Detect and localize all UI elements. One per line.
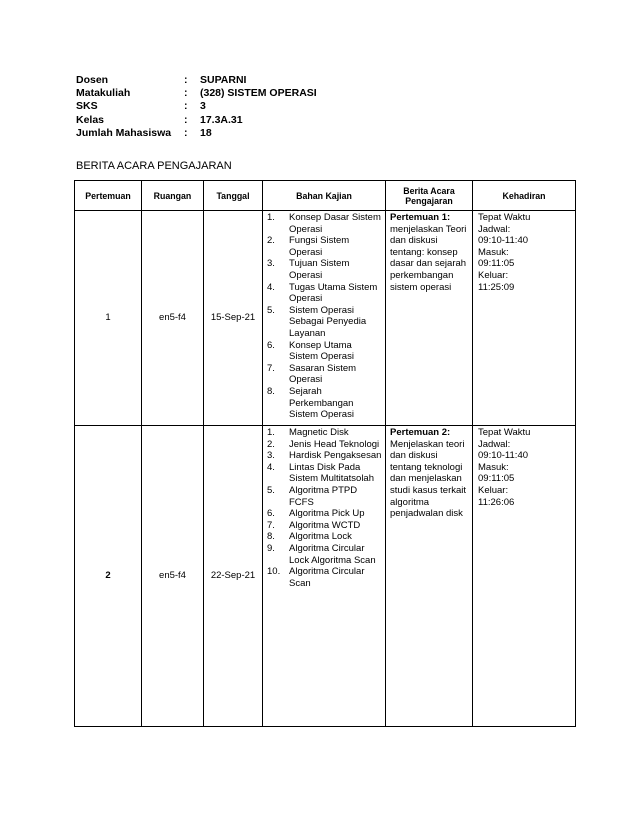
- berita-body: Menjelaskan teori dan diskusi tentang teknologi dan menjelaskan studi kasus terkait algoritma penjadwalan disk: [390, 438, 467, 520]
- item-text: Algoritma Pick Up: [289, 508, 365, 520]
- info-row-dosen: [76, 74, 317, 87]
- list-item: [263, 520, 385, 532]
- header-pertemuan: Pertemuan: [75, 181, 142, 211]
- item-number: 1.: [267, 212, 275, 223]
- info-value: SUPARNI: [200, 74, 247, 86]
- info-colon: :: [184, 126, 188, 139]
- cell-tanggal: 15-Sep-21: [204, 211, 263, 426]
- list-item: [263, 485, 385, 508]
- item-number: 7.: [267, 362, 275, 374]
- list-item: [263, 450, 385, 462]
- berita-body: menjelaskan Teori dan diskusi tentang: konsep dasar dan sejarah perkembangan sistem operasi: [390, 223, 467, 293]
- info-label: Kelas: [76, 113, 105, 126]
- kehadiran-text: [473, 426, 575, 508]
- list-item: [263, 212, 385, 235]
- item-number: 6.: [267, 339, 275, 351]
- info-row-sks: [76, 100, 317, 113]
- kehadiran-line: 09:10-11:40: [478, 235, 529, 247]
- item-text: Algoritma Circular Scan: [289, 566, 365, 589]
- item-number: 5.: [267, 304, 275, 316]
- list-item: [263, 531, 385, 543]
- header-kehadiran: Kehadiran: [473, 181, 576, 211]
- list-item: [263, 439, 385, 451]
- item-number: 8.: [267, 531, 275, 543]
- header-berita-acara: Berita Acara Pengajaran: [386, 181, 473, 211]
- item-number: 5.: [267, 484, 275, 496]
- table-row: [75, 426, 576, 727]
- item-number: 2.: [267, 235, 275, 247]
- cell-tanggal: 22-Sep-21: [204, 426, 263, 727]
- kehadiran-status: Tepat Waktu: [478, 212, 531, 223]
- kehadiran-line: Keluar:: [478, 269, 509, 281]
- berita-heading: Pertemuan 2:: [390, 427, 451, 438]
- list-item: [263, 566, 385, 589]
- berita-text: [386, 426, 472, 520]
- item-number: 1.: [267, 427, 275, 438]
- topic-list: [263, 212, 385, 421]
- kehadiran-line: Masuk:: [478, 246, 509, 258]
- item-text: Algoritma Circular Lock Algoritma Scan: [289, 542, 376, 566]
- item-number: 6.: [267, 508, 275, 520]
- item-number: 4.: [267, 461, 275, 473]
- item-text: Magnetic Disk: [289, 427, 349, 438]
- info-colon: :: [184, 74, 188, 86]
- kehadiran-line: 09:11:05: [478, 473, 515, 485]
- table-row: [75, 211, 576, 426]
- info-value: 3: [200, 100, 206, 113]
- item-number: 7.: [267, 519, 275, 531]
- list-item: [263, 462, 385, 485]
- item-text: Lintas Disk Pada Sistem Multitatsolah: [289, 461, 375, 485]
- info-value: 18: [200, 126, 212, 139]
- item-number: 4.: [267, 281, 275, 293]
- info-colon: :: [184, 87, 188, 100]
- cell-bahan-kajian: [263, 426, 386, 727]
- item-text: Sistem Operasi Sebagai Penyedia Layanan: [289, 304, 367, 339]
- item-text: Algoritma PTPD FCFS: [289, 484, 358, 508]
- item-number: 2.: [267, 438, 275, 450]
- header-ruangan: Ruangan: [142, 181, 204, 211]
- kehadiran-line: Keluar:: [478, 484, 509, 496]
- list-item: [263, 427, 385, 439]
- list-item: [263, 235, 385, 258]
- info-value: 17.3A.31: [200, 113, 243, 126]
- kehadiran-line: 09:11:05: [478, 258, 515, 270]
- item-text: Konsep Dasar Sistem Operasi: [289, 212, 381, 235]
- info-colon: :: [184, 100, 188, 113]
- item-text: Algoritma WCTD: [289, 519, 361, 531]
- cell-kehadiran: [473, 426, 576, 727]
- cell-kehadiran: [473, 211, 576, 426]
- info-label: Matakuliah: [76, 87, 131, 100]
- list-item: [263, 258, 385, 281]
- list-item: [263, 282, 385, 305]
- info-label: SKS: [76, 100, 98, 113]
- list-item: [263, 363, 385, 386]
- kehadiran-line: 11:25:09: [478, 281, 515, 293]
- cell-ruangan: en5-f4: [142, 211, 204, 426]
- cell-pertemuan: 2: [75, 426, 142, 727]
- cell-bahan-kajian: [263, 211, 386, 426]
- kehadiran-line: 11:26:06: [478, 496, 515, 508]
- kehadiran-status: Tepat Waktu: [478, 427, 531, 438]
- item-text: Sejarah Perkembangan Sistem Operasi: [289, 385, 354, 421]
- info-row-kelas: [76, 114, 317, 127]
- kehadiran-line: Masuk:: [478, 461, 509, 473]
- info-row-matakuliah: [76, 87, 317, 100]
- item-text: Jenis Head Teknologi: [289, 438, 380, 450]
- item-number: 9.: [267, 542, 275, 554]
- kehadiran-line: Jadwal:: [478, 438, 511, 450]
- topic-list: [263, 427, 385, 589]
- list-item: [263, 508, 385, 520]
- kehadiran-line: 09:10-11:40: [478, 450, 529, 462]
- info-colon: :: [184, 113, 188, 126]
- cell-berita-acara: [386, 211, 473, 426]
- list-item: [263, 305, 385, 340]
- item-text: Algoritma Lock: [289, 531, 352, 543]
- item-text: Hardisk Pengaksesan: [289, 450, 382, 462]
- item-text: Tugas Utama Sistem Operasi: [289, 281, 378, 305]
- berita-heading: Pertemuan 1:: [390, 212, 451, 223]
- header-tanggal: Tanggal: [204, 181, 263, 211]
- item-number: 3.: [267, 450, 275, 462]
- header-bahan-kajian: Bahan Kajian: [263, 181, 386, 211]
- kehadiran-line: Jadwal:: [478, 223, 511, 235]
- info-label: Dosen: [76, 74, 109, 86]
- item-text: Tujuan Sistem Operasi: [289, 258, 350, 281]
- kehadiran-text: [473, 211, 575, 293]
- item-text: Konsep Utama Sistem Operasi: [289, 339, 354, 363]
- item-number: 10.: [267, 566, 281, 578]
- section-title: BERITA ACARA PENGAJARAN: [76, 160, 232, 172]
- item-text: Sasaran Sistem Operasi: [289, 362, 357, 386]
- cell-berita-acara: [386, 426, 473, 727]
- cell-pertemuan: 1: [75, 211, 142, 426]
- attendance-table: [74, 180, 576, 727]
- list-item: [263, 340, 385, 363]
- item-text: Fungsi Sistem Operasi: [289, 235, 350, 258]
- list-item: [263, 386, 385, 421]
- info-value: (328) SISTEM OPERASI: [200, 87, 317, 100]
- item-number: 8.: [267, 385, 275, 397]
- table-header-row: [75, 181, 576, 211]
- berita-text: [386, 211, 472, 293]
- item-number: 3.: [267, 258, 275, 270]
- info-row-jumlah: [76, 127, 317, 140]
- cell-ruangan: en5-f4: [142, 426, 204, 727]
- course-info: [76, 74, 317, 140]
- info-label: Jumlah Mahasiswa: [76, 126, 172, 139]
- list-item: [263, 543, 385, 566]
